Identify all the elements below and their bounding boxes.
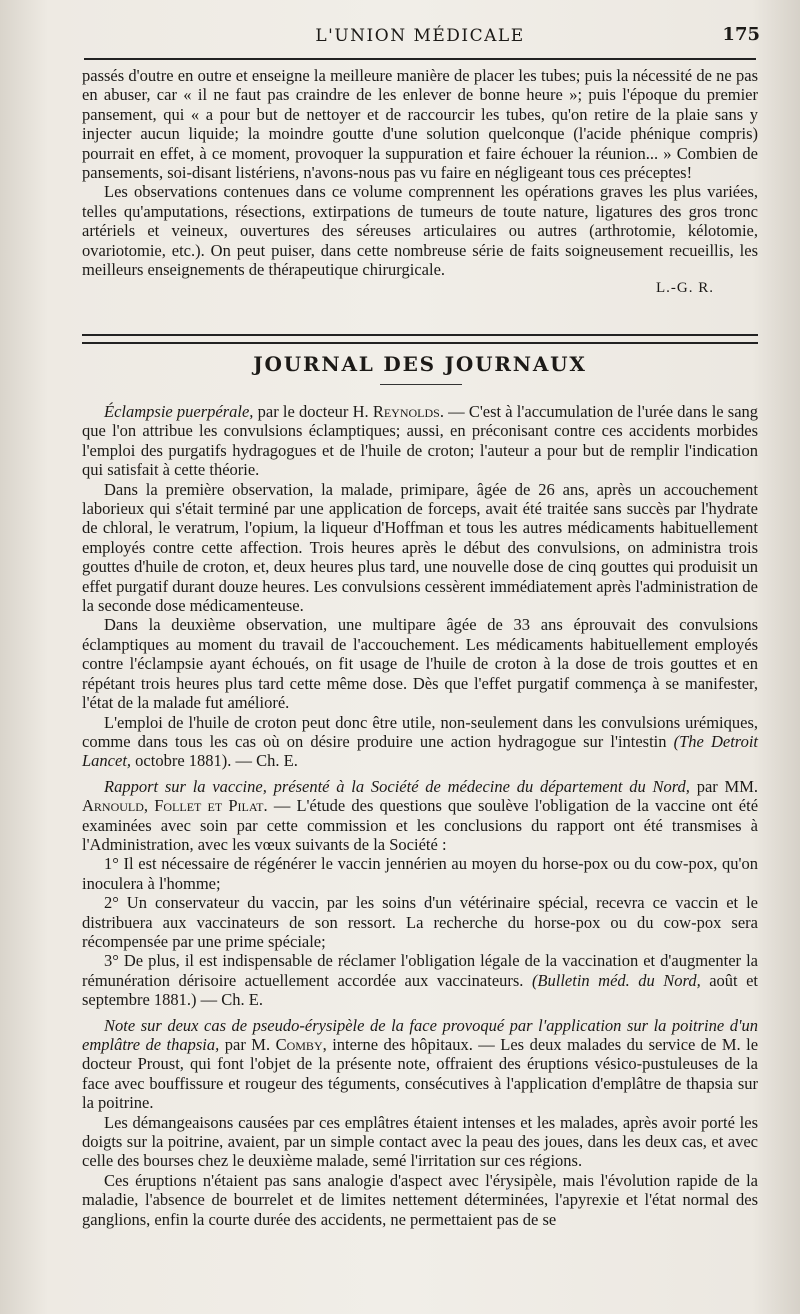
section-divider [82,334,758,344]
article-author: H. Reynolds. [352,402,444,421]
intro-paragraph-1: passés d'outre en outre et enseigne la meilleure manière de placer les tubes; puis la nécessité de ne pas en abuser, car « il ne faut pas craindre de les enlever de bonne heure »; puis l'époque du premier pansement, qui « a pour but de nettoyer et de raccourcir les tubes, qu'on retire de la plaie sans y injecter aucun liquide; la moindre goutte d'une solution quelconque (l'acide phénique compris) pourrait en effet, à ce moment, provoquer la suppuration et faire échouer la réunion... » Combien de pansements, soi-disant listériens, n'avons-nous pas vu faire en négligeant tous ces préceptes! [82,66,758,183]
title-underline [380,384,462,385]
section-title: JOURNAL DES JOURNAUX [253,352,587,376]
article-title: Note sur deux cas de pseudo-érysipèle de la face provoqué par l'application sur la poitrine d'un emplâtre de thapsia, [82,1015,758,1054]
article-paragraph: Dans la deuxième observation, une multipare âgée de 33 ans éprouvait des convulsions éclamptiques au moment du travail de l'accouchement. Les médicaments habituellement employés contre l'éclampsie ayant échoués, on fit usage de l'huile de croton à la dose de trois gouttes et en répétant trois heures plus tard cette même dose. Dès que l'effet purgatif commença à se manifester, l'état de la malade fut amélioré. [82,615,758,713]
vaccine-item-1: 1° Il est nécessaire de régénérer le vaccin jennérien au moyen du horse-pox ou du cow-pox, qu'on inoculera à l'homme; [82,854,758,893]
article-eclampsie-lead: Éclampsie puerpérale, par le docteur H. Reynolds. — C'est à l'accumulation de l'urée dans le sang que l'on attribue les convulsions éclamptiques; aussi, en préconisant contre ces accidents morbides l'emploi des purgatifs hydragogues et de l'huile de croton; l'auteur a pour but de remplir l'indication qui satisfait à cette théorie. [82,402,759,480]
article-vaccine-lead: Rapport sur la vaccine, présenté à la Société de médecine du département du Nord, par MM. Arnould, Follet et Pilat. — L'étude des questions que soulève l'obligation de la vaccine ont été examinées avec soin par cette commission et les conclusions du rapport ont été transmises à l'Administration, avec les vœux suivants de la Société : [82,776,759,854]
articles [82,402,758,1229]
article-paragraph: Dans la première observation, la malade, primipare, âgée de 26 ans, après un accouchement laborieux qui s'était terminé par une application de forceps, avait été traitée sans succès par l'hydrate de chloral, le veratrum, l'opium, la liqueur d'Hoffman et tous les autres médicaments habituellement employés contre cette affection. Trois heures après le début des convulsions, on administra trois gouttes d'huile de croton, et, deux heures plus tard, une nouvelle dose de cinq gouttes qui produisit un effet purgatif durant douze heures. Les convulsions cessèrent immédiatement après l'administration de la seconde dose médicamenteuse. [82,479,758,616]
page-number: 175 [722,24,760,45]
article-paragraph: Les démangeaisons causées par ces emplâtres étaient intenses et les malades, après avoir porté les doigts sur la poitrine, avaient, par un simple contact avec la peau des joues, dans les deux cas, et avec celle des bourses chez le deuxième malade, semé l'irritation sur ces régions. [82,1112,758,1171]
article-author: Comby, [275,1035,327,1054]
article-paragraph: Ces éruptions n'étaient pas sans analogie d'aspect avec l'érysipèle, mais l'évolution rapide de la maladie, l'absence de bourrelet et de limites nettement déterminées, l'apyrexie et l'état normal des ganglions, enfin la courte durée des accidents, ne permettaient pas de se [82,1170,758,1229]
vaccine-item-3: 3° De plus, il est indispensable de réclamer l'obligation légale de la vaccination et d'augmenter la rémunération dérisoire actuellement accordée aux vaccinateurs. (Bulletin méd. du Nord, août et septembre 1881.) — Ch. E. [82,951,759,1010]
running-title: L'UNION MÉDICALE [315,26,525,46]
header-rule [84,58,756,60]
article-paragraph: L'emploi de l'huile de croton peut donc être utile, non-seulement dans les convulsions urémiques, comme dans tous les cas où on désire produire une action hydragogue sur l'intestin (The Detroit Lancet, octobre 1881). — Ch. E. [82,712,759,771]
article-source: (Bulletin méd. du Nord, [531,970,701,990]
article-title: Éclampsie puerpérale, [104,402,254,421]
article-thapsia-lead: Note sur deux cas de pseudo-érysipèle de la face provoqué par l'application sur la poitrine d'un emplâtre de thapsia, par M. Comby, interne des hôpitaux. — Les deux malades du service de M. le docteur Proust, qui font l'objet de la présente note, offraient des éruptions vésico-pustuleuses de la face avec bouffissure et rougeur des téguments, consécutives à l'application d'emplâtre de thapsia sur la poitrine. [82,1015,759,1113]
article-author: Arnould, Follet et Pilat. [82,796,268,816]
article-title: Rapport sur la vaccine, présenté à la Société de médecine du département du Nord, [104,776,690,796]
intro-review [82,66,758,299]
review-signature: L.-G. R. [656,280,714,297]
intro-paragraph-2: Les observations contenues dans ce volume comprennent les opérations graves les plus variées, telles qu'amputations, résections, extirpations de tumeurs de toute nature, ligatures des gros tronc artériels et veineux, ouvertures des séreuses articulaires ou autres (arthrotomie, kélotomie, ovariotomie, etc.). On peut puiser, dans cette nombreuse série de faits soigneusement recueillis, les meilleurs enseignements de thérapeutique chirurgicale. [82,182,758,280]
page-header [80,22,760,52]
article-source: (The Detroit Lancet, [82,731,759,771]
vaccine-item-2: 2° Un conservateur du vaccin, par les soins d'un vétérinaire spécial, recevra ce vaccin et le distribuera aux vaccinateurs de son ressort. La recherche du horse-pox ou du cow-pox sera récompensée par une prime spéciale; [82,893,758,951]
